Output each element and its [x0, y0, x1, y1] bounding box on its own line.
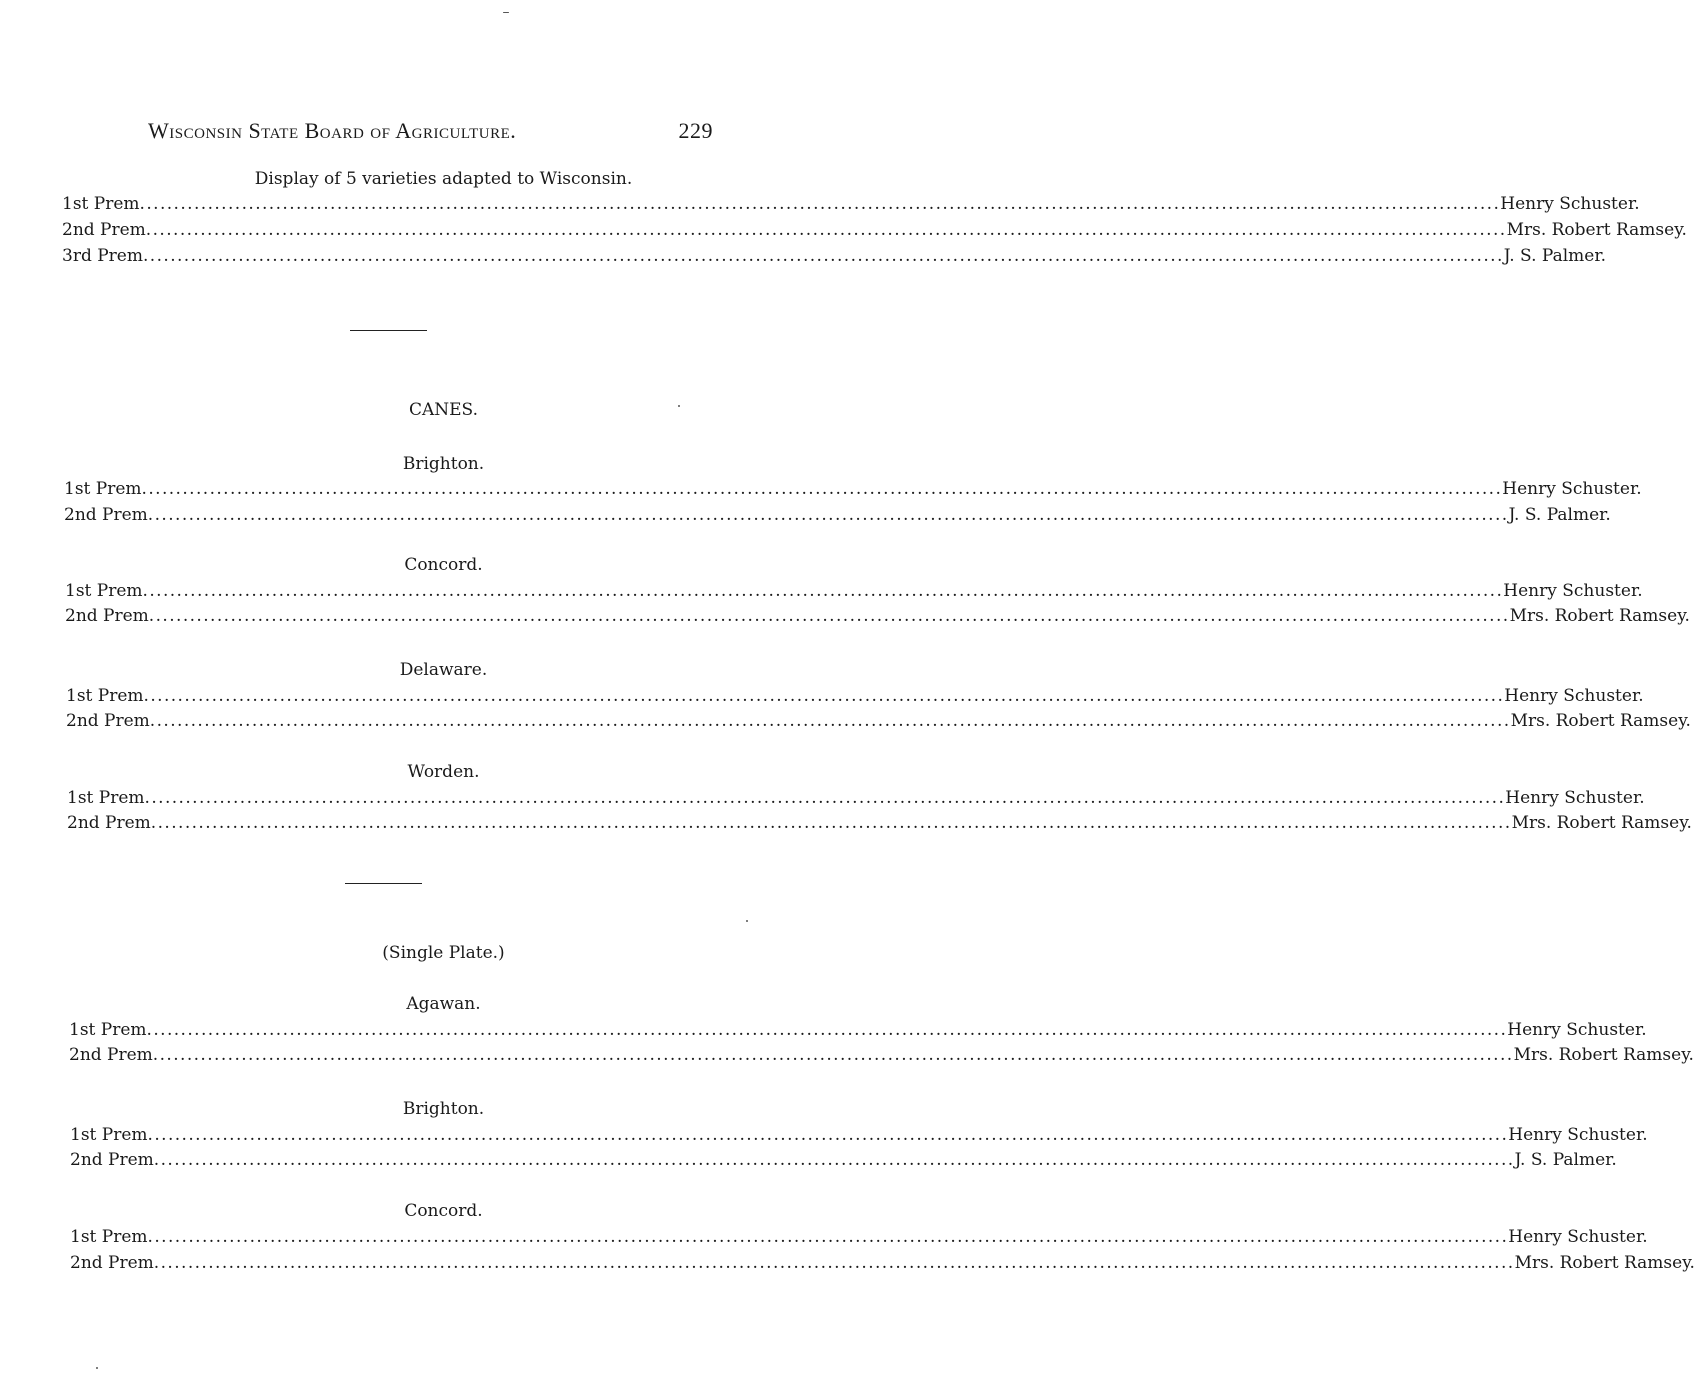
block-heading: Delaware.: [399, 660, 488, 680]
entry-winner: J. S. Palmer.: [1514, 1150, 1617, 1170]
dot-leader: ........................................................................................................................................................................................................: [143, 686, 1505, 706]
running-title: Wisconsin State Board of Agriculture.: [148, 118, 517, 143]
entry-winner: J. S. Palmer.: [1503, 246, 1606, 266]
dot-leader: ........................................................................................................................................................................................................: [153, 1150, 1515, 1170]
scan-speck: [746, 920, 748, 922]
block-heading: Concord.: [404, 1201, 483, 1221]
premium-entry: [64, 505, 1611, 527]
premium-entry: [62, 246, 1606, 268]
entry-place: 2nd Prem: [69, 1045, 153, 1065]
premium-entry: [62, 194, 1640, 216]
section-divider: [350, 330, 427, 331]
dot-leader: ........................................................................................................................................................................................................: [139, 194, 1501, 214]
entry-winner: Mrs. Robert Ramsey.: [1510, 711, 1691, 731]
block-heading: Brighton.: [402, 1099, 485, 1119]
block-heading: Brighton.: [402, 454, 485, 474]
dot-leader: ........................................................................................................................................................................................................: [145, 220, 1507, 240]
entry-place: 2nd Prem: [66, 711, 150, 731]
block-heading: Worden.: [407, 762, 480, 782]
premium-entry: [69, 1045, 1694, 1067]
section-heading: CANES.: [408, 400, 478, 420]
dot-leader: ........................................................................................................................................................................................................: [147, 505, 1509, 525]
entry-winner: Henry Schuster.: [1508, 1125, 1648, 1145]
dot-leader: ........................................................................................................................................................................................................: [150, 813, 1512, 833]
entry-place: 1st Prem: [64, 479, 142, 499]
section-heading: (Single Plate.): [382, 943, 505, 963]
dot-leader: ........................................................................................................................................................................................................: [147, 1125, 1509, 1145]
entry-winner: Henry Schuster.: [1502, 479, 1642, 499]
premium-entry: [66, 711, 1691, 733]
entry-winner: Mrs. Robert Ramsey.: [1506, 220, 1687, 240]
entry-place: 2nd Prem: [70, 1150, 154, 1170]
entry-winner: Henry Schuster.: [1505, 788, 1645, 808]
entry-winner: Henry Schuster.: [1503, 581, 1643, 601]
scan-speck: [678, 405, 680, 407]
entry-place: 2nd Prem: [65, 606, 149, 626]
premium-entry: [65, 606, 1690, 628]
dot-leader: ........................................................................................................................................................................................................: [142, 581, 1504, 601]
entry-place: 2nd Prem: [62, 220, 146, 240]
entry-place: 2nd Prem: [70, 1253, 154, 1273]
premium-entry: [67, 813, 1692, 835]
premium-entry: [70, 1253, 1695, 1275]
premium-entry: [62, 220, 1687, 242]
page-number: 229: [678, 118, 713, 143]
dot-leader: ........................................................................................................................................................................................................: [153, 1253, 1515, 1273]
premium-entry: [66, 686, 1644, 708]
entry-winner: Mrs. Robert Ramsey.: [1514, 1253, 1695, 1273]
block-heading: Concord.: [404, 555, 483, 575]
entry-place: 1st Prem: [67, 788, 145, 808]
dot-leader: ........................................................................................................................................................................................................: [144, 788, 1506, 808]
entry-place: 3rd Prem: [62, 246, 143, 266]
entry-place: 1st Prem: [70, 1227, 148, 1247]
section-divider: [345, 883, 422, 884]
premium-entry: [65, 581, 1643, 603]
dot-leader: ........................................................................................................................................................................................................: [152, 1045, 1514, 1065]
entry-place: 1st Prem: [62, 194, 140, 214]
dot-leader: ........................................................................................................................................................................................................: [142, 246, 1504, 266]
dot-leader: ........................................................................................................................................................................................................: [141, 479, 1503, 499]
scan-speck: [503, 12, 509, 13]
entry-place: 1st Prem: [66, 686, 144, 706]
dot-leader: ........................................................................................................................................................................................................: [148, 606, 1510, 626]
dot-leader: ........................................................................................................................................................................................................: [146, 1020, 1508, 1040]
premium-entry: [67, 788, 1645, 810]
entry-winner: J. S. Palmer.: [1508, 505, 1611, 525]
premium-entry: [70, 1150, 1617, 1172]
running-head: [148, 118, 713, 148]
entry-place: 1st Prem: [69, 1020, 147, 1040]
dot-leader: ........................................................................................................................................................................................................: [147, 1227, 1509, 1247]
dot-leader: ........................................................................................................................................................................................................: [149, 711, 1511, 731]
scan-speck: [96, 1367, 98, 1369]
entry-place: 2nd Prem: [67, 813, 151, 833]
entry-winner: Mrs. Robert Ramsey.: [1509, 606, 1690, 626]
premium-entry: [64, 479, 1642, 501]
entry-winner: Henry Schuster.: [1507, 1020, 1647, 1040]
entry-winner: Mrs. Robert Ramsey.: [1511, 813, 1692, 833]
premium-entry: [70, 1227, 1648, 1249]
block-heading: Display of 5 varieties adapted to Wisconsin.: [254, 169, 633, 189]
premium-entry: [69, 1020, 1647, 1042]
entry-winner: Henry Schuster.: [1500, 194, 1640, 214]
entry-winner: Henry Schuster.: [1508, 1227, 1648, 1247]
entry-place: 2nd Prem: [64, 505, 148, 525]
entry-winner: Henry Schuster.: [1504, 686, 1644, 706]
entry-place: 1st Prem: [65, 581, 143, 601]
premium-entry: [70, 1125, 1648, 1147]
block-heading: Agawan.: [406, 994, 481, 1014]
entry-place: 1st Prem: [70, 1125, 148, 1145]
entry-winner: Mrs. Robert Ramsey.: [1513, 1045, 1694, 1065]
